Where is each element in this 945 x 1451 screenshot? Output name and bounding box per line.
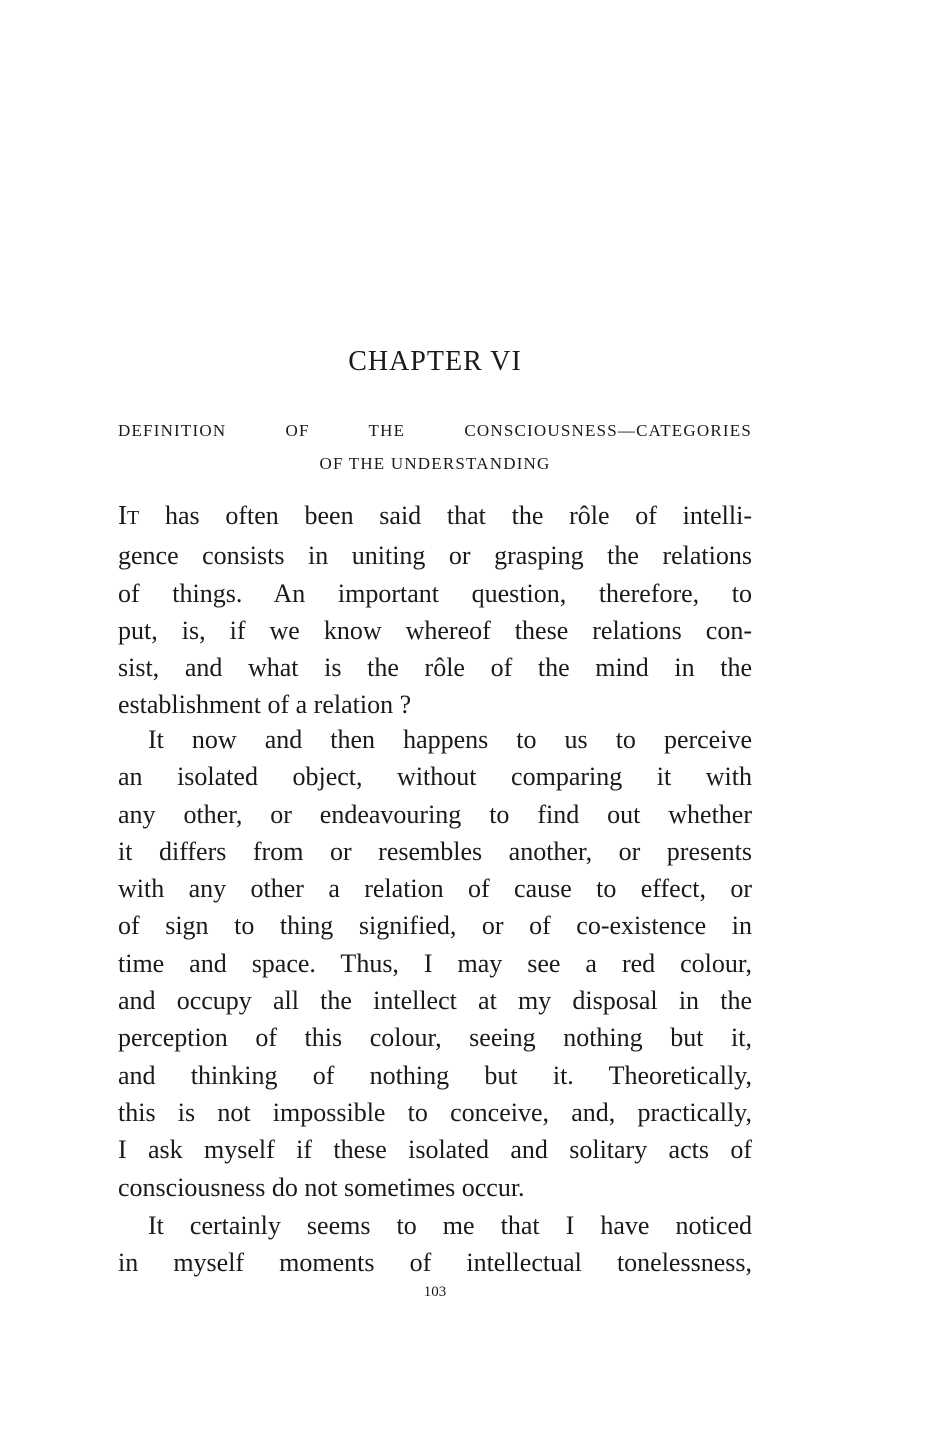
text-line: in myself moments of intellectual tonelessness, bbox=[118, 1248, 752, 1278]
text-line: perception of this colour, seeing nothing but it, bbox=[118, 1023, 752, 1053]
text-line: I ask myself if these isolated and solitary acts of bbox=[118, 1135, 752, 1165]
chapter-subtitle-line: DEFINITION OF THE CONSCIOUSNESS—CATEGORIES bbox=[118, 421, 752, 440]
chapter-subtitle bbox=[118, 414, 752, 480]
dropcap: I bbox=[118, 500, 127, 530]
text-line: it differs from or resembles another, or presents bbox=[118, 836, 752, 866]
text-line: consciousness do not sometimes occur. bbox=[118, 1172, 525, 1202]
text-line: gence consists in uniting or grasping the relations bbox=[118, 541, 752, 571]
text-line: of things. An important question, therefore, to bbox=[118, 578, 752, 608]
text-line: with any other a relation of cause to effect, or bbox=[118, 874, 752, 904]
text-line: It now and then happens to us to perceive bbox=[148, 725, 752, 754]
paragraph-1 bbox=[118, 497, 752, 724]
text-line: and thinking of nothing but it. Theoretically, bbox=[118, 1060, 752, 1090]
text-line: establishment of a relation ? bbox=[118, 690, 412, 720]
dropcap-rest: T bbox=[127, 507, 140, 529]
text-line: sist, and what is the rôle of the mind in the bbox=[118, 653, 752, 683]
text-line: an isolated object, without comparing it with bbox=[118, 762, 752, 792]
text-line: of sign to thing signified, or of co-existence in bbox=[118, 911, 752, 941]
text-line: IT has often been said that the rôle of intelli- bbox=[118, 500, 752, 530]
page-number: 103 bbox=[423, 1284, 447, 1300]
text-line: put, is, if we know whereof these relations con- bbox=[118, 615, 752, 645]
text-line: It certainly seems to me that I have noticed bbox=[148, 1211, 752, 1240]
text-line: this is not impossible to conceive, and, practically, bbox=[118, 1097, 752, 1127]
text-line: and occupy all the intellect at my disposal in the bbox=[118, 986, 752, 1016]
paragraph-2 bbox=[118, 721, 752, 1206]
chapter-subtitle-line: OF THE UNDERSTANDING bbox=[319, 454, 551, 473]
text-line: any other, or endeavouring to find out whether bbox=[118, 799, 752, 829]
chapter-heading: CHAPTER VI bbox=[348, 346, 522, 377]
text-line: time and space. Thus, I may see a red colour, bbox=[118, 948, 752, 978]
paragraph-3 bbox=[118, 1207, 752, 1282]
